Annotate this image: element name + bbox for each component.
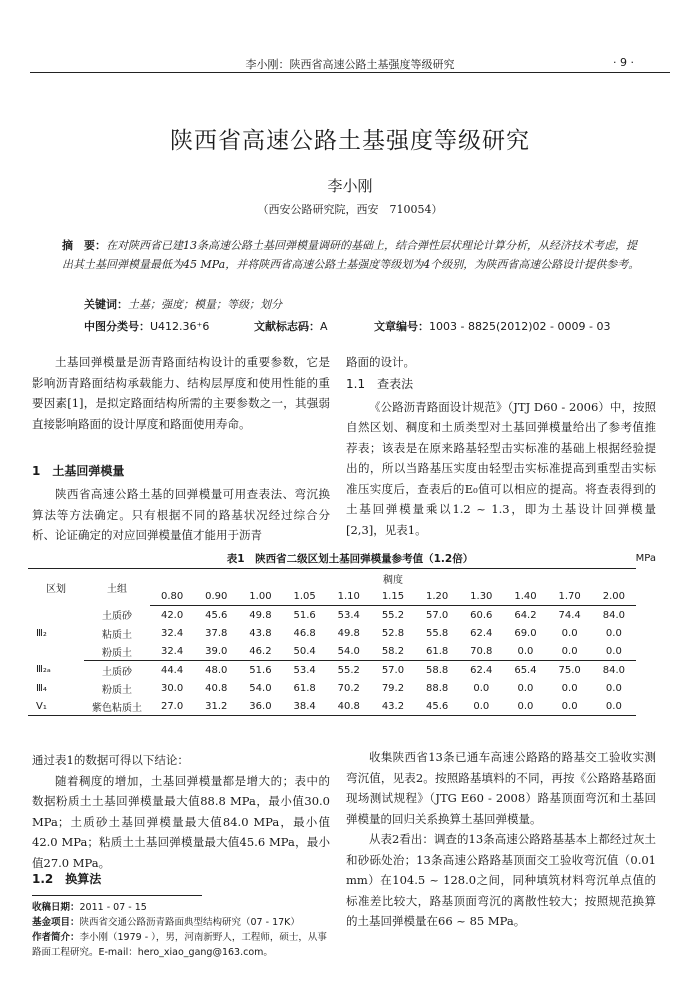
table-row [28,697,636,716]
value-cell: 45.6 [415,697,459,716]
header-consistency: 稠度 [150,569,636,588]
consistency-value: 1.05 [283,587,327,606]
value-cell: 27.0 [150,697,194,716]
value-cell: 75.0 [558,664,581,676]
doc-code [254,318,328,334]
soil-cell: 紫色粘质土 [84,697,150,716]
value-cell: 51.6 [249,664,272,676]
deflection-paragraph-2: 从表2看出：调查的13条高速公路路基基本上都经过灰土和砂砾处治；13条高速公路路基顶面交工验收弯沉值（0.01 mm）在104.5 ~ 128.0之间，同种填筑材料弯沉单点值的标准差比较大，路基顶面弯沉的离散性较大；按照规范换算的土基回弹模量在66 ~ 85 MPa。 [346,832,656,928]
value-cell: 79.2 [381,682,405,694]
value-cell: 84.0 [602,664,625,676]
value-cell: 0.0 [592,642,636,661]
value-cell: 48.0 [205,664,228,676]
deflection-paragraph-1: 收集陕西省13条已通车高速公路路的路基交工验收实测弯沉值，见表2。按照路基填料的不同，再按《公路路基路面现场测试规程》（JTG E60 - 2008）路基顶面弯沉和土基回弹模量的回归关系换算土基回弹模量。 [346,750,656,826]
author-bio: 李小刚（1979 - ），男，河南新野人，工程师，硕士，从事路面工程研究。E-mail：hero_xiao_gang@163.com。 [32,932,327,958]
value-cell: 44.4 [160,664,184,676]
value-cell: 51.6 [293,609,316,621]
soil-cell: 粉质土 [84,642,150,661]
table-row [28,624,636,642]
value-cell: 46.2 [238,642,282,661]
received-label: 收稿日期： [32,902,80,913]
value-cell: 46.8 [293,627,316,639]
value-cell: 62.4 [470,664,493,676]
keywords-label: 关键词： [84,298,128,311]
value-cell: 32.4 [150,642,194,661]
value-cell: 55.2 [381,609,405,621]
value-cell: 58.8 [425,664,449,676]
soil-cell: 土质砂 [102,611,132,623]
doc-label: 文献标志码： [254,320,320,333]
keywords-text: 土基；强度；模量；等级；划分 [128,298,282,311]
footnote-fund [32,915,332,930]
table-1-unit: MPa [635,553,656,564]
value-cell: 64.2 [514,609,537,621]
consistency-value: 1.70 [548,587,592,606]
value-cell: 30.0 [160,682,184,694]
value-cell: 0.0 [605,682,622,694]
value-cell: 70.8 [459,642,503,661]
value-cell: 0.0 [548,697,592,716]
value-cell: 0.0 [561,682,578,694]
value-cell: 32.4 [160,627,184,639]
value-cell: 61.8 [293,682,316,694]
conclusions-column [32,750,330,873]
value-cell: 0.0 [548,642,592,661]
classification-line [84,318,664,334]
paper-title: 陕西省高速公路土基强度等级研究 [170,128,530,154]
value-cell: 54.0 [249,682,272,694]
value-cell: 62.4 [470,627,493,639]
right-column-bottom [346,747,656,932]
abstract-label: 摘 要： [62,239,106,252]
value-cell: 88.8 [425,682,449,694]
value-cell: 40.8 [327,697,371,716]
value-cell: 0.0 [459,697,503,716]
value-cell: 69.0 [514,627,537,639]
intro-column [32,352,330,434]
paper-author: 李小刚 [327,177,373,195]
header-soil: 土组 [84,569,150,606]
value-cell: 49.8 [337,627,360,639]
value-cell: 37.8 [205,627,228,639]
soil-cell: 粘质土 [102,629,132,641]
soil-cell: 粉质土 [102,684,132,696]
value-cell: 43.2 [371,697,415,716]
abstract-text: 在对陕西省已建13条高速公路土基回弹模量调研的基础上，结合弹性层状理论计算分析，从经济技术考虑，提出其土基回弹模量最低为45 MPa，并将陕西省高速公路土基强度等级划为4个级别，为陕西省高速公路设计提供参考。 [62,239,640,271]
page-number: · 9 · [613,56,634,69]
value-cell: 70.2 [337,682,360,694]
table-1 [28,568,636,716]
region-cell: Ⅲ₄ [36,682,47,694]
value-cell: 36.0 [238,697,282,716]
value-cell: 55.8 [425,627,449,639]
section-1-column [32,484,330,546]
value-cell: 58.2 [371,642,415,661]
section-1-paragraph: 陕西省高速公路土基的回弹模量可用查表法、弯沉换算法等方法确定。只有根据不同的路基状况经过综合分析、论证确定的对应回弹模量值才能用于沥青 [32,487,330,542]
header-rule [30,72,670,73]
region-cell: Ⅴ₁ [28,697,84,716]
value-cell: 53.4 [337,609,360,621]
value-cell: 31.2 [194,697,238,716]
table-1-caption: 表1 陕西省二级区划土基回弹模量参考值（1.2倍） [226,553,474,565]
doc-value: A [320,320,328,333]
value-cell: 60.6 [470,609,493,621]
value-cell: 49.8 [249,609,272,621]
value-cell: 40.8 [205,682,228,694]
region-cell: Ⅲ₂ₐ [36,664,51,676]
author-affiliation: （西安公路研究院，西安 710054） [257,203,443,216]
article-no-label: 文章编号： [374,320,429,333]
section-1-1-paragraph: 《公路沥青路面设计规范》（JTJ D60 - 2006）中，按照自然区划、稠度和土质类型对土基回弹模量给出了参考值推荐表；该表是在原来路基轻型击实标准的基础上根据经验提出的，所以当路基压实度由轻型击实标准提高到重型击实标准压实度后，查表后的E₀值可以相应的提高。将查表得到的土基回弹模量乘以1.2 ~ 1.3，即为土基设计回弹模量[2,3]，见表1。 [346,399,656,537]
value-cell: 0.0 [592,697,636,716]
conclusion-lead: 通过表1的数据可得以下结论： [32,753,189,767]
footnote-author [32,930,332,960]
value-cell: 0.0 [503,697,547,716]
region-cell: Ⅲ₂ [36,627,47,639]
consistency-value: 1.00 [238,587,282,606]
soil-cell: 土质砂 [102,666,132,678]
footnote-received [32,900,332,915]
continued-text: 路面的设计。 [346,355,415,369]
footnote-rule [32,895,202,896]
conclusion-paragraph: 随着稠度的增加，土基回弹模量都是增大的；表中的数据粉质土土基回弹模量最大值88.8 MPa，最小值30.0 MPa；土质砂土基回弹模量最大值84.0 MPa，最小值42.0 MPa；粘质土土基回弹模量最大值45.6 MPa，最小值27.0 MPa。 [32,773,330,870]
consistency-value: 1.40 [503,587,547,606]
table-row [28,679,636,697]
value-cell: 54.0 [327,642,371,661]
table-row [28,661,636,680]
value-cell: 38.4 [283,697,327,716]
article-number [374,318,610,334]
table-row [28,642,636,661]
table-row [28,606,636,625]
value-cell: 0.0 [503,642,547,661]
consistency-value: 1.30 [459,587,503,606]
value-cell: 42.0 [160,609,184,621]
value-cell: 55.2 [337,664,360,676]
value-cell: 0.0 [605,627,622,639]
value-cell: 52.8 [381,627,405,639]
article-no-value: 1003 - 8825(2012)02 - 0009 - 03 [429,320,611,333]
value-cell: 50.4 [283,642,327,661]
value-cell: 39.0 [194,642,238,661]
value-cell: 57.0 [425,609,449,621]
abstract [62,236,640,274]
fund-text: 陕西省交通公路沥青路面典型结构研究（07 - 17K） [79,917,300,928]
value-cell: 0.0 [473,682,490,694]
value-cell: 74.4 [558,609,581,621]
keywords [84,296,644,312]
section-1-heading: 1 土基回弹模量 [32,464,125,478]
table-group-1 [28,606,636,661]
received-date: 2011 - 07 - 15 [79,902,147,913]
author-bio-label: 作者简介： [32,932,80,943]
value-cell: 43.8 [249,627,272,639]
consistency-value: 2.00 [592,587,636,606]
fund-label: 基金项目： [32,917,80,928]
value-cell: 84.0 [602,609,625,621]
value-cell: 0.0 [517,682,534,694]
table-group-2 [28,661,636,716]
value-cell: 65.4 [514,664,537,676]
value-cell: 45.6 [205,609,228,621]
intro-paragraph: 土基回弹模量是沥青路面结构设计的重要参数，它是影响沥青路面结构承载能力、结构层厚度和使用性能的重要因素[1]，是拟定路面结构所需的主要参数之一，其强弱直接影响路面的设计厚度和路面使用寿命。 [32,355,330,431]
consistency-value: 0.90 [194,587,238,606]
class-label: 中图分类号： [84,320,150,333]
section-1-2-heading: 1.2 换算法 [32,872,102,886]
consistency-value: 0.80 [150,587,194,606]
footnotes [32,900,332,960]
value-cell: 61.8 [415,642,459,661]
value-cell: 0.0 [561,627,578,639]
section-1-1-heading: 1.1 查表法 [346,377,414,391]
consistency-value: 1.10 [327,587,371,606]
value-cell: 53.4 [293,664,316,676]
value-cell: 57.0 [381,664,405,676]
consistency-value: 1.15 [371,587,415,606]
header-region: 区划 [28,569,84,606]
running-header: 李小刚：陕西省高速公路土基强度等级研究 [245,58,455,71]
consistency-value: 1.20 [415,587,459,606]
class-value: U412.36⁺6 [150,320,210,333]
